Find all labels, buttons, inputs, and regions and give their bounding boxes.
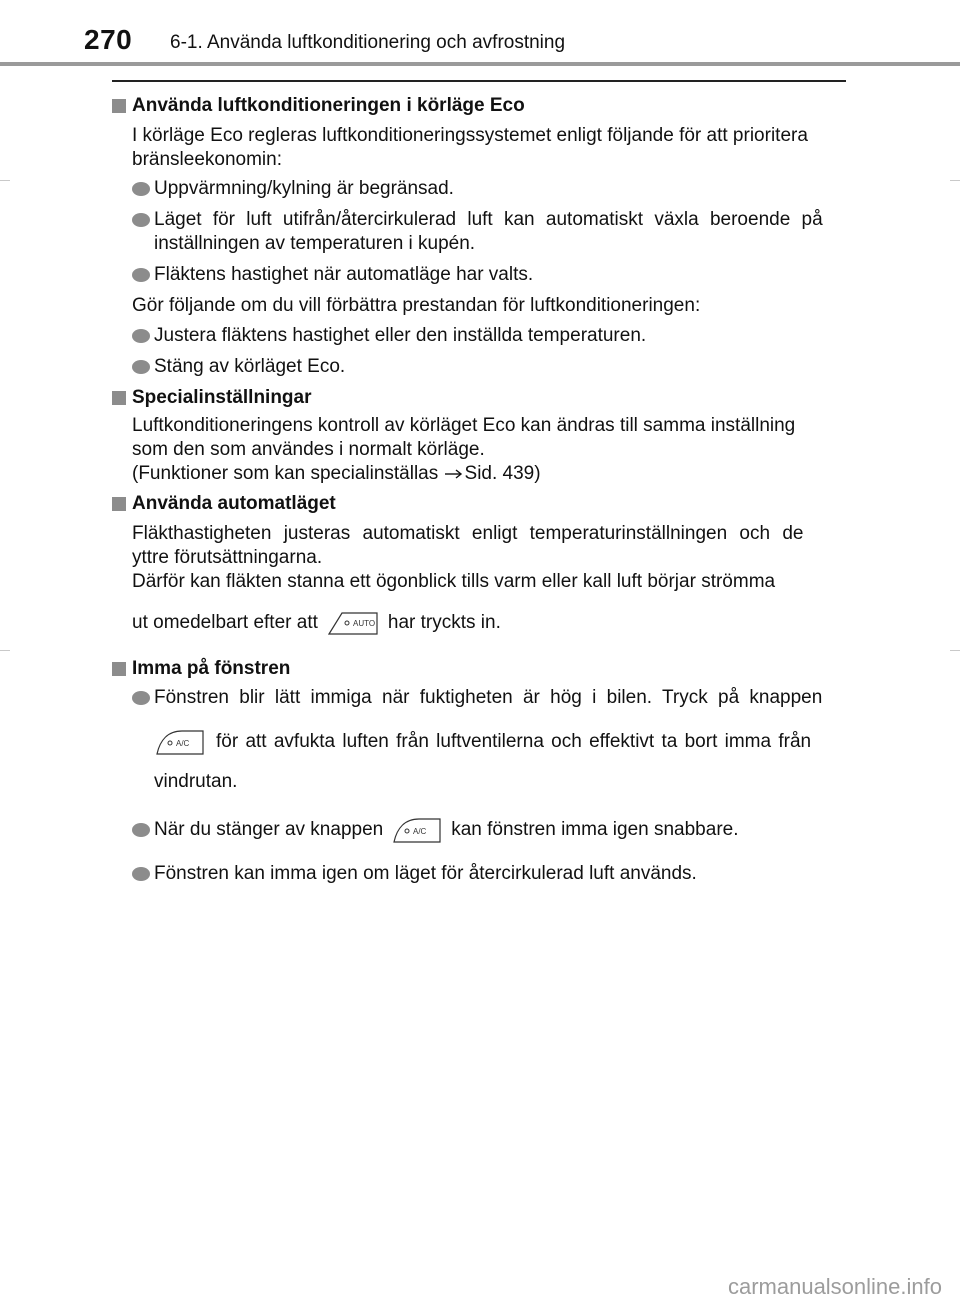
- section-heading-auto: [112, 492, 846, 516]
- svg-text:A/C: A/C: [176, 739, 190, 748]
- crop-mark: [0, 180, 10, 181]
- list-item: [132, 355, 846, 379]
- header-rule: [0, 62, 960, 66]
- auto-text: [132, 522, 846, 594]
- bullet-text-line2: inställningen av temperaturen i kupén.: [154, 233, 476, 254]
- heading-text: Använda automatläget: [132, 493, 336, 514]
- auto-line2: yttre förutsättningarna.: [132, 547, 323, 568]
- round-bullet-icon: [132, 268, 150, 282]
- list-item: [132, 686, 846, 794]
- bullet-text: Justera fläktens hastighet eller den inställda temperaturen.: [154, 325, 647, 346]
- eco-improve-text: Gör följande om du vill förbättra prestandan för luftkonditioneringen:: [132, 295, 701, 316]
- round-bullet-icon: [132, 823, 150, 837]
- list-item: [132, 324, 846, 348]
- bullet-text: Fönstren kan imma igen om läget för återcirkulerad luft används.: [154, 863, 697, 884]
- list-item: [132, 263, 846, 287]
- special-line2: som den som användes i normalt körläge.: [132, 439, 485, 460]
- special-line3: (Funktioner som kan specialinställas Sid. 439): [132, 463, 541, 484]
- watermark: carmanualsonline.info: [727, 1274, 942, 1299]
- chapter-title: 6-1. Använda luftkonditionering och avfrostning: [170, 32, 566, 53]
- list-item: [132, 208, 846, 256]
- eco-intro: [132, 124, 846, 172]
- page-header: [0, 0, 960, 70]
- crop-mark: [950, 650, 960, 651]
- fog-b1-line1: Fönstren blir lätt immiga när fuktigheten är hög i bilen. Tryck på knappen: [154, 687, 823, 708]
- section-heading-fog: [112, 657, 846, 681]
- special-text: [132, 414, 846, 486]
- fog-b1-line2: A/C för att avfukta luften från luftventilerna och effektivt ta bort imma från: [154, 728, 846, 756]
- ac-button-icon: [391, 816, 443, 844]
- bullet-text-line1: Läget för luft utifrån/återcirkulerad luft kan automatiskt växla beroende på: [154, 209, 823, 230]
- section-heading-eco: [112, 94, 846, 118]
- section-heading-special: [112, 386, 846, 410]
- fog-b1-line3: vindrutan.: [154, 771, 238, 792]
- auto-line3: Därför kan fläkten stanna ett ögonblick tills varm eller kall luft börjar strömma: [132, 571, 776, 592]
- special-line1: Luftkonditioneringens kontroll av körläget Eco kan ändras till samma inställning: [132, 415, 796, 436]
- list-item: När du stänger av knappen A/C kan fönstren imma igen snabbare.: [132, 816, 846, 844]
- auto-line1: Fläkthastigheten justeras automatiskt enligt temperaturinställningen och de: [132, 523, 804, 544]
- page-reference-link[interactable]: Sid. 439): [464, 463, 541, 484]
- round-bullet-icon: [132, 867, 150, 881]
- page-number: 270: [84, 24, 133, 55]
- round-bullet-icon: [132, 691, 150, 705]
- heading-text: Imma på fönstren: [132, 658, 291, 679]
- heading-text: Använda luftkonditioneringen i körläge Eco: [132, 95, 525, 116]
- svg-text:A/C: A/C: [413, 827, 427, 836]
- crop-mark: [0, 650, 10, 651]
- round-bullet-icon: [132, 329, 150, 343]
- heading-text: Specialinställningar: [132, 387, 312, 408]
- eco-intro-line2: bränsleekonomin:: [132, 149, 282, 170]
- round-bullet-icon: [132, 213, 150, 227]
- square-bullet-icon: [112, 391, 126, 405]
- square-bullet-icon: [112, 99, 126, 113]
- square-bullet-icon: [112, 662, 126, 676]
- bullet-text: Stäng av körläget Eco.: [154, 356, 346, 377]
- list-item: [132, 177, 846, 201]
- bullet-text: Fläktens hastighet när automatläge har valts.: [154, 264, 534, 285]
- list-item: [132, 862, 846, 886]
- svg-text:AUTO: AUTO: [352, 619, 375, 628]
- auto-line4: ut omedelbart efter att AUTO har tryckts in.: [132, 610, 846, 636]
- round-bullet-icon: [132, 360, 150, 374]
- crop-mark: [950, 180, 960, 181]
- eco-intro-line1: I körläge Eco regleras luftkonditioneringssystemet enligt följande för att prioritera: [132, 125, 808, 146]
- bullet-text: Uppvärmning/kylning är begränsad.: [154, 178, 454, 199]
- arrow-right-icon: [444, 468, 464, 480]
- square-bullet-icon: [112, 497, 126, 511]
- round-bullet-icon: [132, 182, 150, 196]
- content-top-rule: [112, 80, 846, 82]
- ac-button-icon: [154, 728, 206, 756]
- auto-button-icon: [326, 610, 380, 636]
